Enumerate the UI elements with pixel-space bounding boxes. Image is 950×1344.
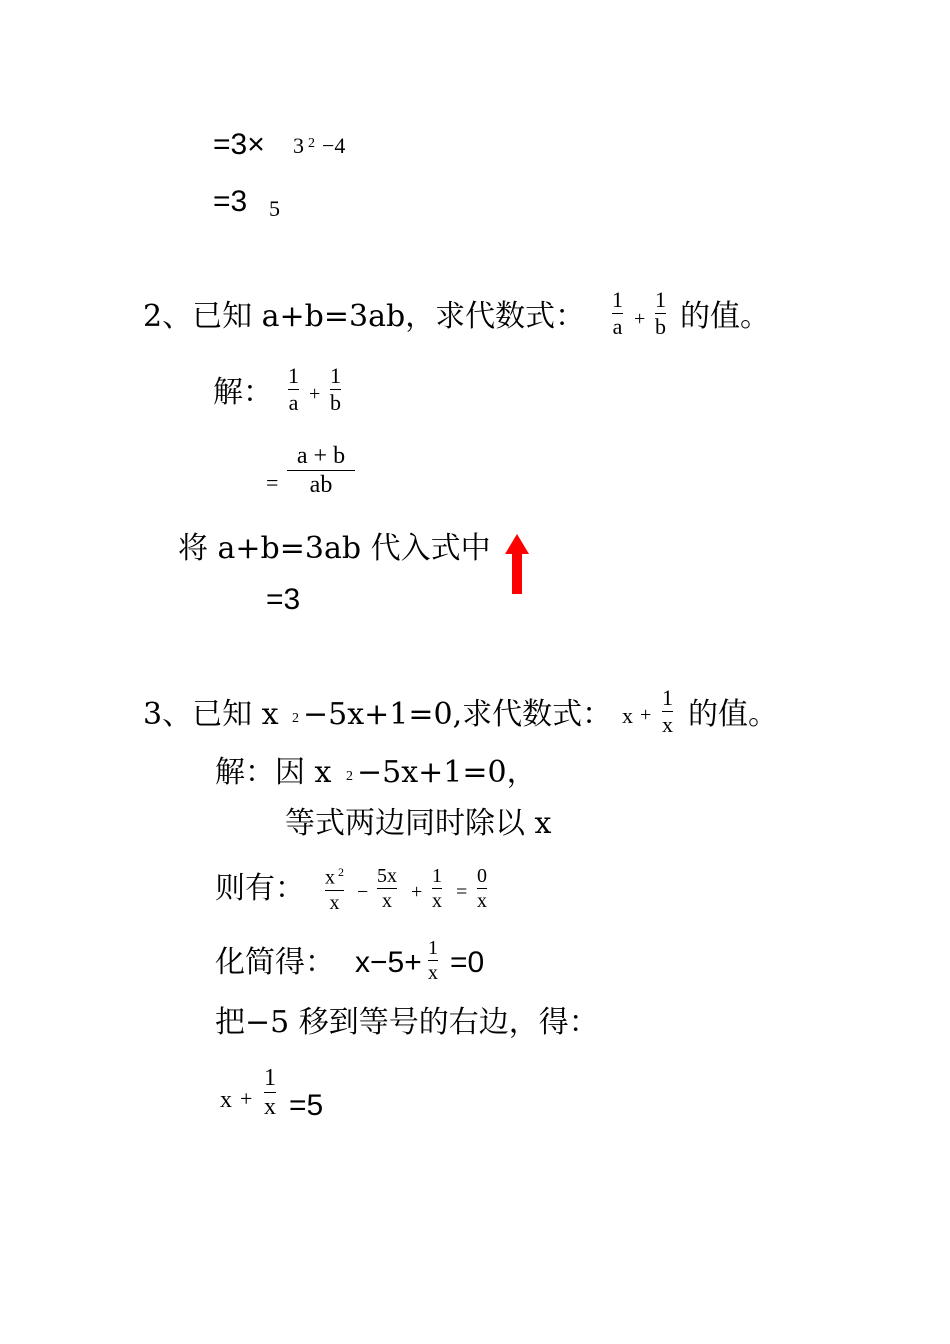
- simplify-expression-end: =0: [450, 946, 485, 979]
- fraction-bar: [325, 890, 344, 891]
- simplify-expression-start: x−5+: [355, 946, 422, 979]
- fraction-denominator: x: [382, 890, 392, 912]
- fraction-numerator: 1: [330, 363, 341, 388]
- calc-line-2-tail: 5: [269, 196, 280, 221]
- fraction-1-over-x: [432, 866, 442, 911]
- fraction-numerator: [325, 866, 344, 888]
- fraction-numerator: 5x: [377, 865, 397, 887]
- fraction-numerator: 1: [432, 865, 442, 887]
- numerator-exponent: 2: [338, 865, 344, 879]
- fraction-5x-over-x: [377, 866, 397, 911]
- final-result: =5: [289, 1089, 324, 1122]
- arrow-shape: [505, 534, 529, 594]
- problem-3-question-end: −5x+1=0,求代数式：: [303, 697, 613, 732]
- fraction-bar: [432, 888, 442, 889]
- fraction-numerator: 1: [428, 937, 438, 959]
- solution-fraction-1-over-b: [330, 365, 341, 414]
- fraction-numerator: 1: [264, 1065, 276, 1091]
- problem-3-expr-fraction: [662, 687, 673, 736]
- problem-3-suffix: 的值。: [688, 697, 778, 732]
- final-plus: +: [240, 1086, 253, 1111]
- plus-sign: +: [411, 881, 423, 903]
- simplify-label: 化简得：: [215, 945, 335, 980]
- fraction-bar: [477, 888, 487, 889]
- simplify-fraction: [428, 938, 438, 983]
- fraction-bar: [377, 888, 397, 889]
- divide-note: 等式两边同时除以 x: [285, 806, 552, 841]
- final-x: x: [220, 1087, 232, 1113]
- fraction-numerator: 1: [612, 287, 623, 312]
- problem-3-solution-end: −5x+1=0，: [357, 755, 537, 790]
- fraction-bar: [428, 960, 438, 961]
- fraction-x-squared-over-x: [325, 866, 344, 913]
- fraction-denominator: x: [477, 890, 487, 912]
- fraction-0-over-x: [477, 866, 487, 911]
- problem-2-fraction-1-over-b: [655, 289, 666, 338]
- equals-sign: =: [266, 470, 279, 495]
- fraction-numerator: 1: [662, 685, 673, 710]
- calc-line-1-base: 3: [293, 133, 304, 158]
- fraction-numerator: 1: [655, 287, 666, 312]
- problem-3-expr-plus: +: [640, 704, 652, 726]
- fraction-denominator: x: [432, 890, 442, 912]
- problem-2-solution-label: 解：: [213, 375, 273, 410]
- problem-3-question-start: 3、已知 x: [143, 697, 279, 732]
- fraction-numerator: a + b: [296, 443, 346, 469]
- substitution-note: 将 a+b=3ab 代入式中: [178, 531, 491, 566]
- final-fraction: [264, 1066, 276, 1119]
- fraction-denominator: x: [329, 891, 340, 914]
- solution-fraction-1-over-a: [288, 365, 299, 414]
- calc-line-1-tail: −4: [322, 133, 346, 158]
- equals-sign: =: [456, 881, 468, 903]
- problem-2-suffix: 的值。: [680, 299, 770, 334]
- problem-3-question-exponent: 2: [292, 711, 299, 726]
- problem-2-result: =3: [266, 583, 301, 616]
- problem-2-fraction-1-over-a: [612, 289, 623, 338]
- fraction-denominator: x: [428, 962, 438, 984]
- move-note: 把−5 移到等号的右边，得：: [215, 1005, 599, 1040]
- solution-plus: +: [309, 383, 321, 405]
- calc-line-1-exponent: 2: [308, 136, 315, 151]
- fraction-denominator: b: [655, 314, 666, 339]
- red-up-arrow-icon: [504, 532, 530, 596]
- then-label: 则有：: [215, 871, 305, 906]
- problem-3-solution-start: 解：因 x: [215, 755, 332, 790]
- fraction-bar: [264, 1092, 276, 1093]
- fraction-denominator: x: [662, 712, 673, 737]
- fraction-numerator: 1: [288, 363, 299, 388]
- problem-2-question: 2、已知 a+b=3ab，求代数式：: [143, 299, 586, 334]
- numerator-base: x: [325, 866, 335, 889]
- fraction-denominator: b: [330, 390, 341, 415]
- minus-sign: −: [357, 881, 369, 903]
- problem-3-expr-x: x: [622, 703, 633, 728]
- fraction-denominator: ab: [309, 472, 333, 498]
- calc-line-1-prefix: =3×: [213, 128, 265, 161]
- problem-2-plus: +: [634, 308, 646, 330]
- fraction-numerator: 0: [477, 865, 487, 887]
- fraction-denominator: a: [288, 390, 299, 415]
- fraction-denominator: x: [264, 1094, 276, 1120]
- fraction-denominator: a: [612, 314, 623, 339]
- problem-3-solution-exponent: 2: [346, 769, 353, 784]
- combined-fraction: [287, 444, 355, 497]
- calc-line-2-prefix: =3: [213, 185, 248, 218]
- fraction-bar: [287, 470, 355, 471]
